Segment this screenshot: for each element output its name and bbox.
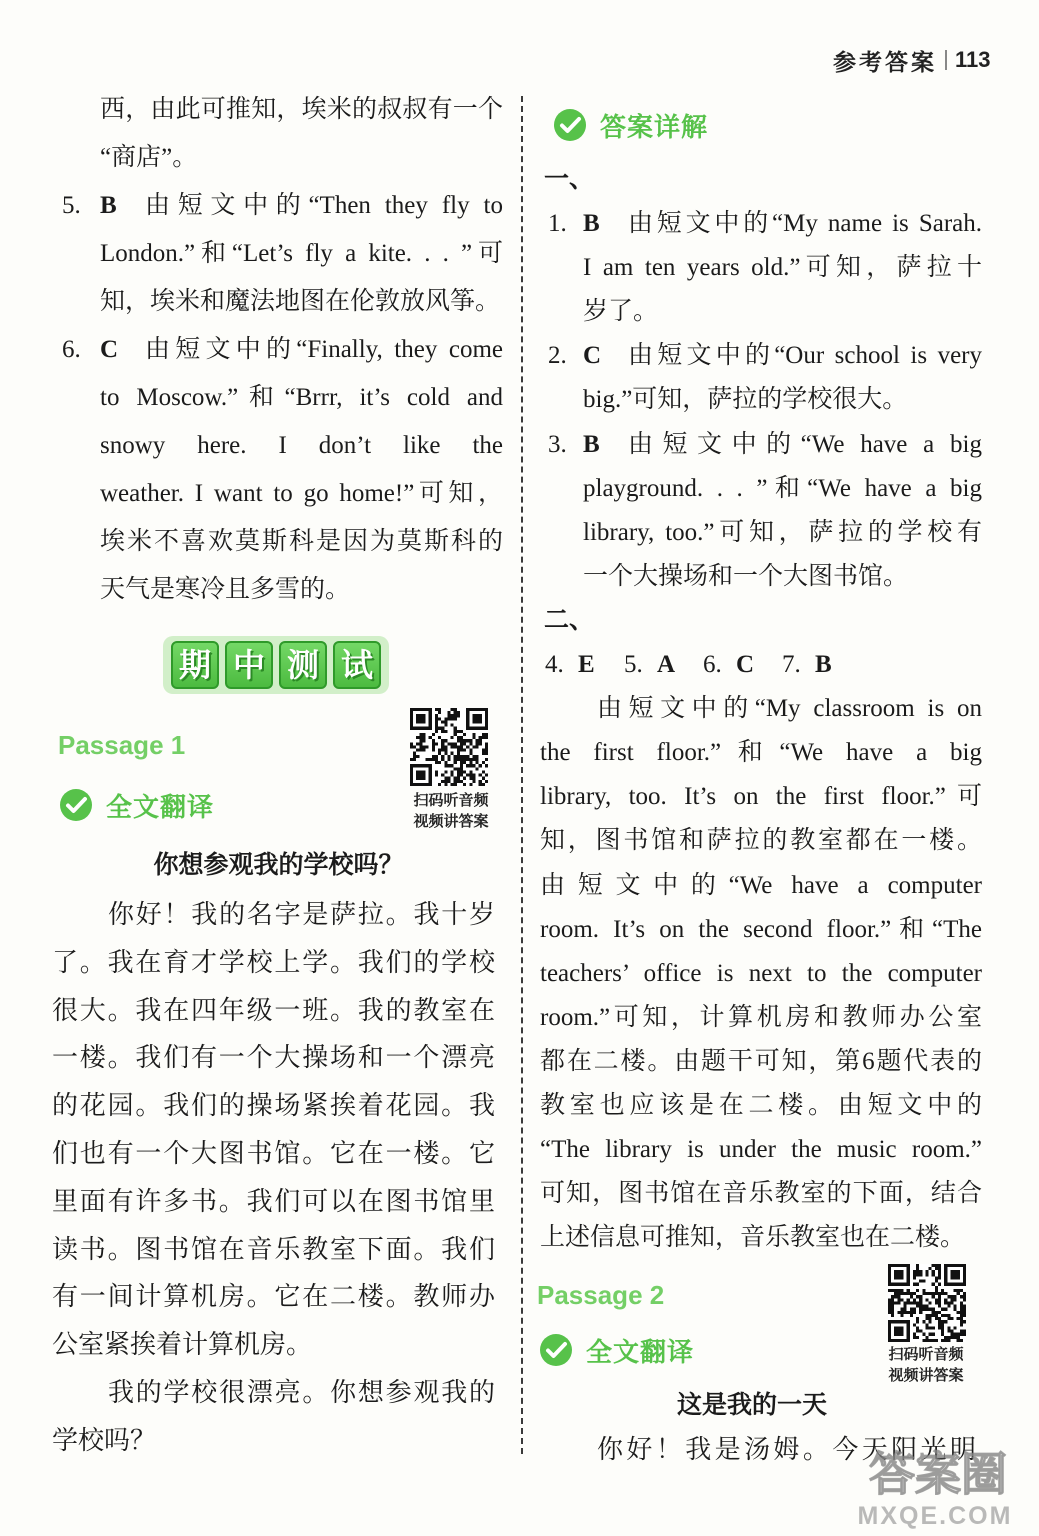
- answer-item-answer: B: [100, 192, 117, 219]
- translation-line: 公室紧挨着计算机房。: [52, 1330, 313, 1360]
- answer-item: [540, 423, 982, 599]
- answer-item-text-line: big.”可知，萨拉的学校很大。: [583, 386, 908, 414]
- answer-explanation-header: [552, 107, 708, 143]
- answer-item-text-line: 知，埃米和魔法地图在伦敦放风筝。: [100, 288, 501, 315]
- translation-line: 我的学校很漂亮。你想参观我的: [108, 1377, 495, 1407]
- explanation-line: library, too. It’s on the first floor.”可: [540, 783, 982, 811]
- translation-line: 读书。图书馆在音乐教室下面。我们: [52, 1234, 495, 1264]
- check-circle-bg: [540, 1334, 572, 1366]
- qr-caption-line: 扫码听音频: [888, 1346, 964, 1363]
- full-translation-label: 全文翻译: [586, 1336, 695, 1367]
- translation-title-1: 你想参观我的学校吗？: [153, 851, 404, 879]
- qr-code-passage-1: [410, 708, 488, 786]
- translation-line: 你好！我的名字是萨拉。我十岁: [108, 900, 495, 929]
- explanation-line: 上述信息可推知，音乐教室也在二楼。: [540, 1224, 966, 1252]
- quick-answer-number: 7.: [782, 651, 801, 679]
- answer-item-first-line: 6. C 由短文中的“Finally, they come: [100, 326, 503, 374]
- explanation-line: 知，图书馆和萨拉的教室都在一楼。: [540, 827, 982, 855]
- answer-item: [540, 334, 982, 422]
- qr-caption-line: 视频讲答案: [888, 1367, 964, 1384]
- passage-2-label: Passage 2: [537, 1280, 665, 1310]
- watermark-site: MXQE.COM: [857, 1502, 1013, 1530]
- answer-item-first-line: 5. B 由短文中的“Then they fly to: [100, 182, 503, 230]
- quick-answer: [624, 643, 703, 687]
- explanation-line: 可知，图书馆在音乐教室的下面，结合: [540, 1180, 982, 1208]
- part-two-explanation: [540, 687, 982, 1260]
- answer-item-answer: C: [583, 342, 602, 370]
- answer-item-first-line: 1. B 由短文中的“My name is Sarah.: [583, 202, 982, 246]
- check-circle-icon: [538, 1332, 574, 1368]
- qr-modules: [888, 1264, 966, 1342]
- quick-answer-number: 4.: [545, 651, 564, 679]
- left-answers: [52, 86, 503, 614]
- part-one-heading: 一、: [544, 166, 595, 193]
- explanation-line: 教室也应该是在二楼。由短文中的: [540, 1091, 982, 1119]
- quick-answer-number: 5.: [624, 651, 643, 679]
- page-header: [833, 44, 991, 76]
- page-number: 113: [955, 47, 991, 72]
- translation-paragraph: [52, 1369, 495, 1465]
- full-translation-header-2: [538, 1332, 694, 1368]
- banner-char: 试: [333, 641, 381, 689]
- explanation-line: 都在二楼。由题干可知，第6题代表的: [540, 1047, 982, 1075]
- answer-item-text-line: 埃米不喜欢莫斯科是因为莫斯科的: [100, 528, 503, 555]
- continued-explanation: [52, 86, 503, 182]
- quick-answer-letter: C: [736, 651, 755, 679]
- quick-answer-letter: A: [657, 651, 676, 679]
- continued-explanation-line: “商店”。: [100, 144, 198, 171]
- answer-item-text-line: snowy here. I don’t like the: [100, 432, 503, 459]
- check-circle-bg: [60, 789, 92, 821]
- answer-item: [540, 202, 982, 334]
- right-answers: [540, 158, 982, 1260]
- qr-code-passage-2: [888, 1264, 966, 1342]
- explanation-line: the first floor.”和“We have a big: [540, 739, 982, 767]
- answer-item-text-line: playground. . . ”和“We have a big: [583, 474, 982, 502]
- qr-code-graphic: [888, 1264, 966, 1342]
- banner-char: 期: [171, 641, 219, 689]
- qr-code-graphic: [410, 708, 488, 786]
- answer-item-first-line: 3. B 由短文中的“We have a big: [583, 423, 982, 467]
- translation-line: 里面有许多书。我们可以在图书馆里: [52, 1186, 495, 1216]
- answer-item-text-line: 天气是寒冷且多雪的。: [100, 576, 351, 603]
- watermark-logo: 答案圈: [869, 1448, 1007, 1500]
- answer-item-text-line: 岁了。: [583, 298, 659, 326]
- answer-item-text-line: London.”和“Let’s fly a kite. . . ”可: [100, 240, 503, 267]
- qr-caption-passage-1: [406, 790, 496, 832]
- passage-1-label: Passage 1: [58, 730, 186, 760]
- answer-item-text-line: weather. I want to go home!”可知，: [100, 480, 503, 507]
- answer-item: [52, 326, 503, 614]
- continued-explanation-line: 西，由此可推知，埃米的叔叔有一个: [100, 96, 503, 123]
- translation-line: 一楼。我们有一个大操场和一个漂亮: [52, 1043, 495, 1073]
- quick-answer: [545, 643, 624, 687]
- check-circle-bg: [554, 109, 586, 141]
- translation-line: 们也有一个大图书馆。它在一楼。它: [52, 1138, 495, 1168]
- translation-line: 你好！我是汤姆。今天阳光明: [597, 1435, 976, 1464]
- answer-item: [52, 182, 503, 326]
- header-divider: [945, 50, 947, 70]
- qr-caption-passage-2: [881, 1344, 971, 1386]
- explanation-line: teachers’ office is next to the computer: [540, 959, 982, 987]
- explanation-line: 由短文中的“My classroom is on: [597, 695, 982, 723]
- answer-item-text-line: 由短文中的“Our school is very: [628, 342, 982, 370]
- answer-explanation-label: 答案详解: [600, 111, 709, 142]
- check-circle-icon: [58, 787, 94, 823]
- column-divider: [521, 96, 523, 1454]
- qr-caption-line: 扫码听音频: [413, 792, 489, 809]
- answer-item-text-line: library, too.”可知，萨拉的学校有: [583, 518, 982, 546]
- section-title: 参考答案: [833, 48, 937, 75]
- quick-answers-row: [540, 643, 982, 687]
- translation-line: 有一间计算机房。它在二楼。教师办: [52, 1282, 495, 1312]
- answer-item-answer: B: [583, 210, 600, 238]
- translation-line: 学校吗？: [52, 1425, 157, 1455]
- translation-paragraph: [52, 891, 495, 1369]
- explanation-line: “The library is under the music room.”: [540, 1136, 982, 1164]
- explanation-line: room. It’s on the second floor.”和“The: [540, 915, 982, 943]
- translation-line: 了。我在育才学校上学。我们的学校: [52, 947, 495, 977]
- check-circle-icon: [552, 107, 588, 143]
- explanation-line: room.”可知，计算机房和教师办公室: [540, 1003, 982, 1031]
- translation-line: 的花园。我们的操场紧挨着花园。我: [52, 1091, 495, 1121]
- answer-item-text-line: 由短文中的“Then they fly to: [145, 192, 503, 219]
- answer-item-text-line: 由短文中的“My name is Sarah.: [628, 210, 982, 238]
- midterm-test-banner: [163, 636, 389, 694]
- quick-answer-number: 6.: [703, 651, 722, 679]
- quick-answer: [782, 643, 861, 687]
- translation-line: 很大。我在四年级一班。我的教室在: [52, 995, 495, 1025]
- answer-item-text-line: 由短文中的“Finally, they come: [145, 336, 503, 363]
- answer-item-first-line: 2. C 由短文中的“Our school is very: [583, 334, 982, 378]
- answer-item-text-line: I am ten years old.”可知，萨拉十: [583, 254, 982, 282]
- translation-title-2: 这是我的一天: [676, 1391, 827, 1419]
- quick-answer-letter: E: [578, 651, 595, 679]
- passage-1-translation: [52, 891, 495, 1465]
- quick-answer-letter: B: [815, 651, 832, 679]
- full-translation-label: 全文翻译: [106, 791, 215, 822]
- explanation-line: 由短文中的“We have a computer: [540, 871, 982, 899]
- answer-item-text-line: 由短文中的“We have a big: [628, 430, 982, 458]
- part-two-heading: 二、: [544, 606, 595, 634]
- quick-answer: [703, 643, 782, 687]
- banner-char: 测: [279, 641, 327, 689]
- banner-char: 中: [225, 641, 273, 689]
- answer-item-answer: B: [583, 430, 600, 458]
- answer-item-text-line: 一个大操场和一个大图书馆。: [583, 562, 909, 590]
- qr-modules: [410, 708, 488, 786]
- answer-item-answer: C: [100, 336, 119, 363]
- full-translation-header-1: [58, 787, 214, 823]
- qr-caption-line: 视频讲答案: [413, 813, 489, 830]
- answer-item-text-line: to Moscow.”和“Brrr, it’s cold and: [100, 384, 503, 411]
